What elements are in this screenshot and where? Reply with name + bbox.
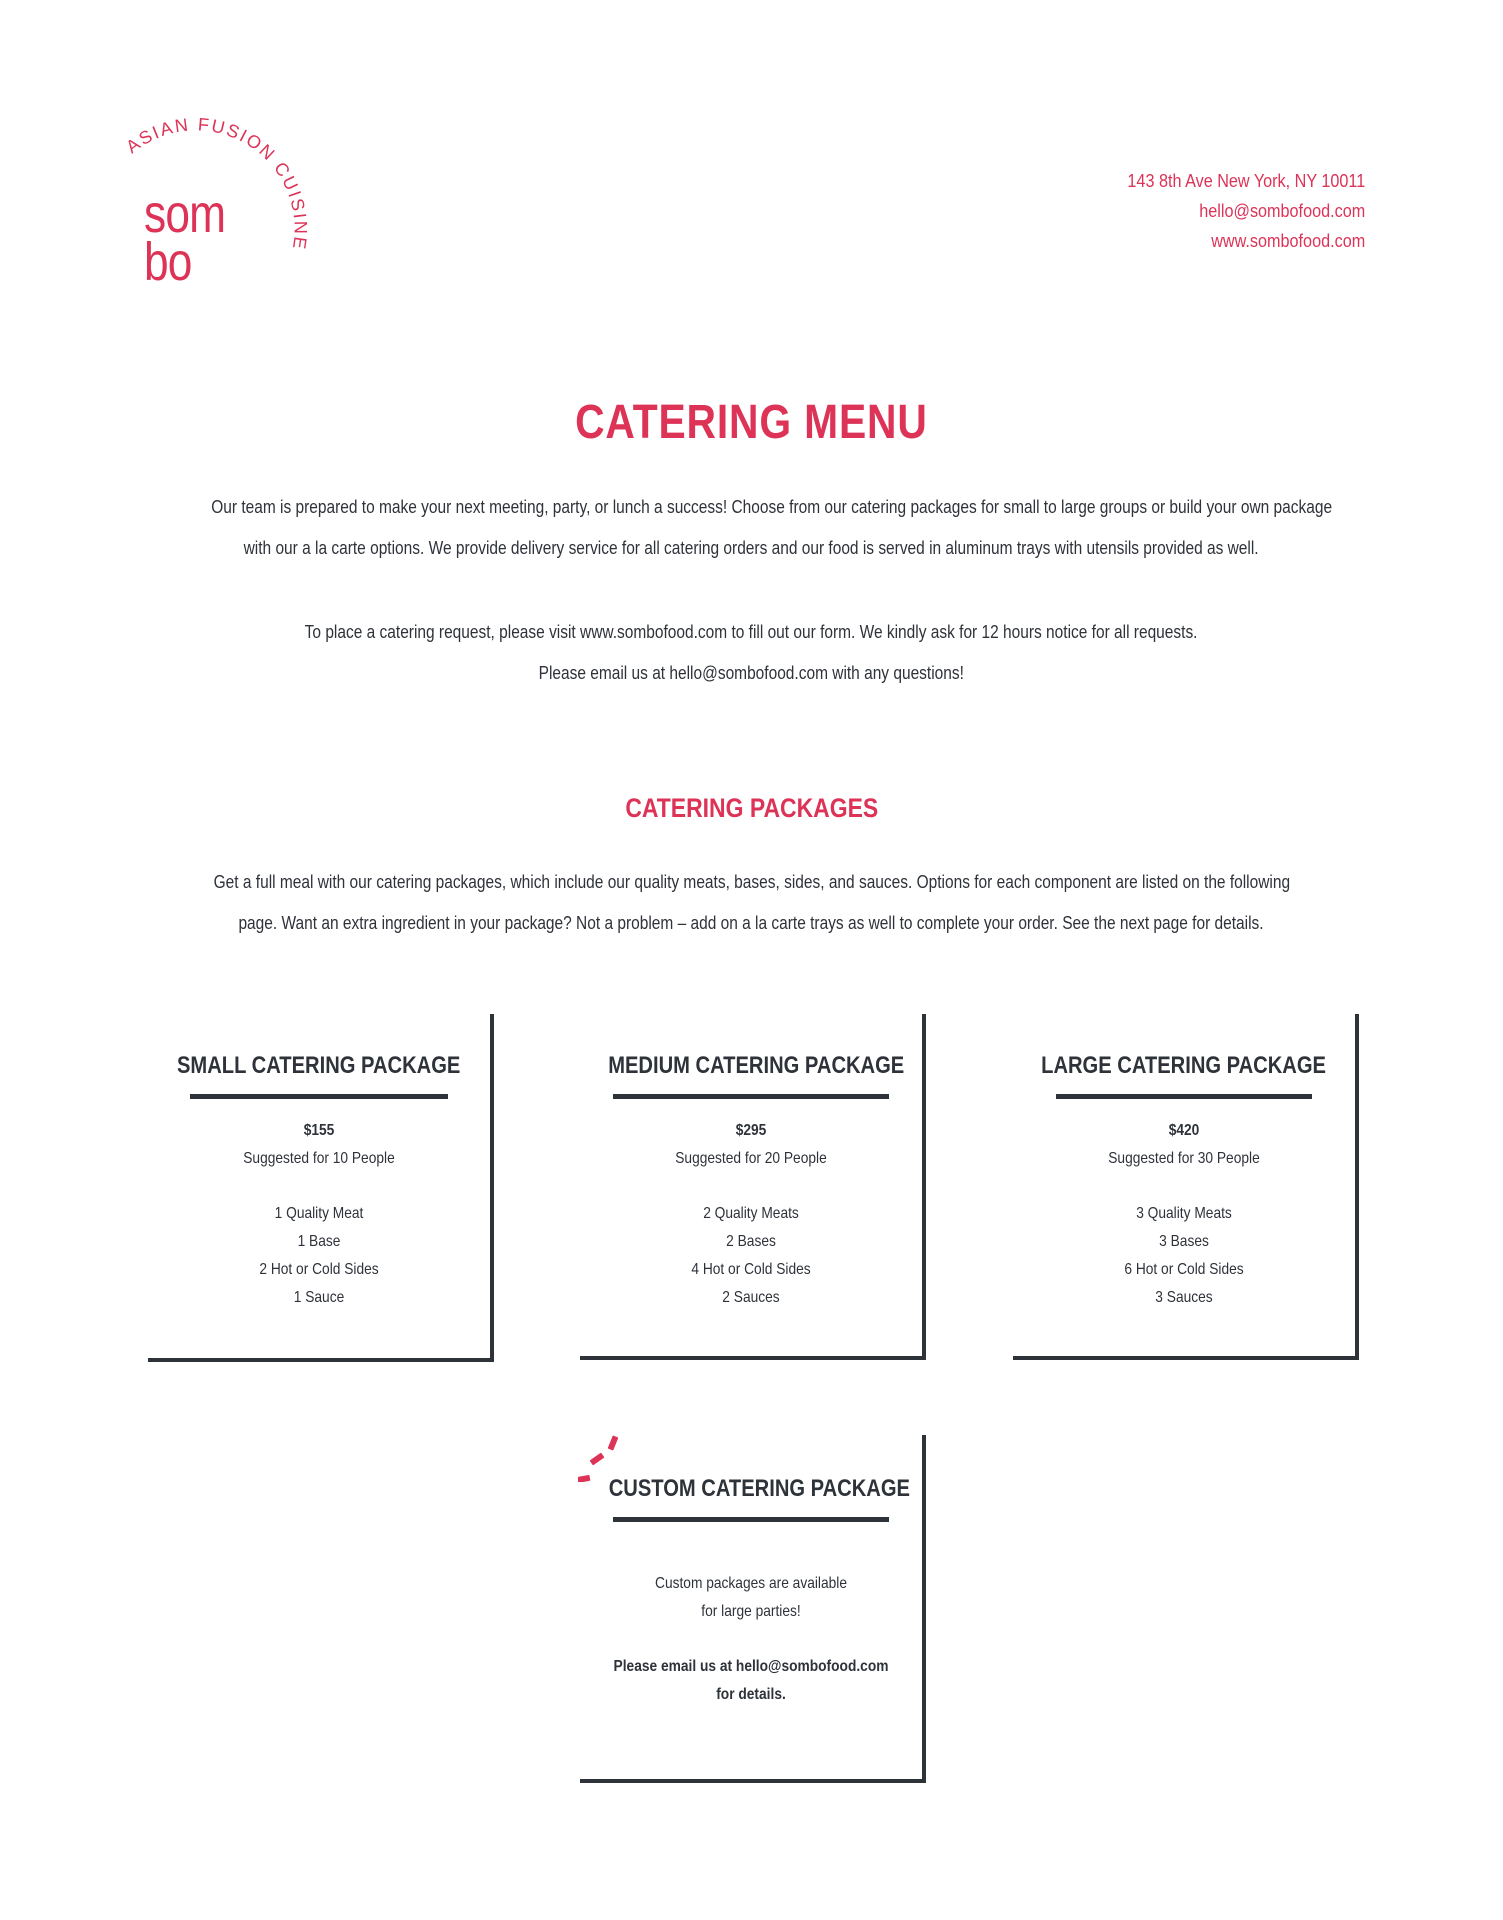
package-title: SMALL CATERING PACKAGE bbox=[177, 1052, 461, 1079]
package-card-custom bbox=[580, 1435, 926, 1783]
packages-line-1: Get a full meal with our catering packages, which include our quality meats, bases, sides, and sauces. Options for each component are listed on the following bbox=[213, 872, 1290, 892]
logo-ring-text: ASIAN FUSION CUISINE bbox=[122, 114, 311, 253]
package-price: $420 bbox=[1168, 1122, 1200, 1139]
contact-block bbox=[1101, 166, 1365, 256]
package-card-large bbox=[1013, 1014, 1359, 1360]
logo-word-line2: bo bbox=[144, 232, 192, 292]
package-card-small bbox=[148, 1014, 494, 1362]
intro-line-2: with our a la carte options. We provide delivery service for all catering orders and our food is served in aluminum trays with utensils provided as well. bbox=[244, 538, 1259, 558]
request-paragraph bbox=[120, 612, 1383, 694]
custom-details-line: for details. bbox=[716, 1686, 786, 1703]
package-body bbox=[580, 1117, 922, 1312]
package-item: 3 Bases bbox=[1159, 1233, 1209, 1250]
logo-word-line1: som bbox=[144, 184, 226, 244]
package-price: $295 bbox=[735, 1122, 767, 1139]
page-title: CATERING MENU bbox=[575, 396, 928, 449]
package-body bbox=[148, 1117, 490, 1312]
package-item: 1 Base bbox=[297, 1233, 341, 1250]
package-body bbox=[580, 1570, 922, 1709]
package-item: 3 Quality Meats bbox=[1136, 1205, 1232, 1222]
request-line-2: Please email us at hello@sombofood.com with any questions! bbox=[538, 663, 965, 683]
logo-wordmark bbox=[144, 184, 226, 292]
package-suggested: Suggested for 10 People bbox=[243, 1150, 395, 1167]
title-rule bbox=[1056, 1094, 1312, 1099]
package-item: 2 Hot or Cold Sides bbox=[259, 1261, 379, 1278]
contact-address: 143 8th Ave New York, NY 10011 bbox=[1127, 171, 1365, 191]
package-item: 3 Sauces bbox=[1155, 1289, 1213, 1306]
intro-paragraph bbox=[120, 487, 1383, 569]
contact-email[interactable]: hello@sombofood.com bbox=[1199, 201, 1365, 221]
custom-line-2: for large parties! bbox=[701, 1603, 801, 1620]
custom-email-line: Please email us at hello@sombofood.com bbox=[613, 1658, 889, 1675]
package-body bbox=[1013, 1117, 1355, 1312]
title-rule bbox=[613, 1517, 889, 1522]
intro-line-1: Our team is prepared to make your next meeting, party, or lunch a success! Choose from our catering packages for small to large groups or build your own package bbox=[211, 497, 1333, 517]
request-line-1: To place a catering request, please visit www.sombofood.com to fill out our form. We kindly ask for 12 hours notice for all requests. bbox=[305, 622, 1198, 642]
package-item: 2 Quality Meats bbox=[703, 1205, 799, 1222]
packages-line-2: page. Want an extra ingredient in your package? Not a problem – add on a la carte trays as well to complete your order. See the next page for details. bbox=[238, 913, 1265, 933]
package-title: MEDIUM CATERING PACKAGE bbox=[608, 1052, 905, 1079]
package-item: 1 Sauce bbox=[293, 1289, 345, 1306]
packages-paragraph bbox=[120, 862, 1383, 944]
contact-website[interactable]: www.sombofood.com bbox=[1211, 231, 1365, 251]
package-suggested: Suggested for 30 People bbox=[1108, 1150, 1260, 1167]
package-suggested: Suggested for 20 People bbox=[675, 1150, 827, 1167]
sombo-logo bbox=[120, 108, 320, 318]
custom-line-1: Custom packages are available bbox=[655, 1575, 847, 1592]
package-item: 1 Quality Meat bbox=[274, 1205, 364, 1222]
package-price: $155 bbox=[303, 1122, 335, 1139]
title-rule bbox=[190, 1094, 448, 1099]
package-item: 4 Hot or Cold Sides bbox=[691, 1261, 811, 1278]
package-item: 2 Sauces bbox=[722, 1289, 780, 1306]
package-item: 6 Hot or Cold Sides bbox=[1124, 1261, 1244, 1278]
packages-heading: CATERING PACKAGES bbox=[625, 793, 878, 823]
package-item: 2 Bases bbox=[726, 1233, 776, 1250]
package-card-medium bbox=[580, 1014, 926, 1360]
package-title: CUSTOM CATERING PACKAGE bbox=[608, 1475, 910, 1502]
package-title: LARGE CATERING PACKAGE bbox=[1041, 1052, 1327, 1079]
title-rule bbox=[613, 1094, 889, 1099]
